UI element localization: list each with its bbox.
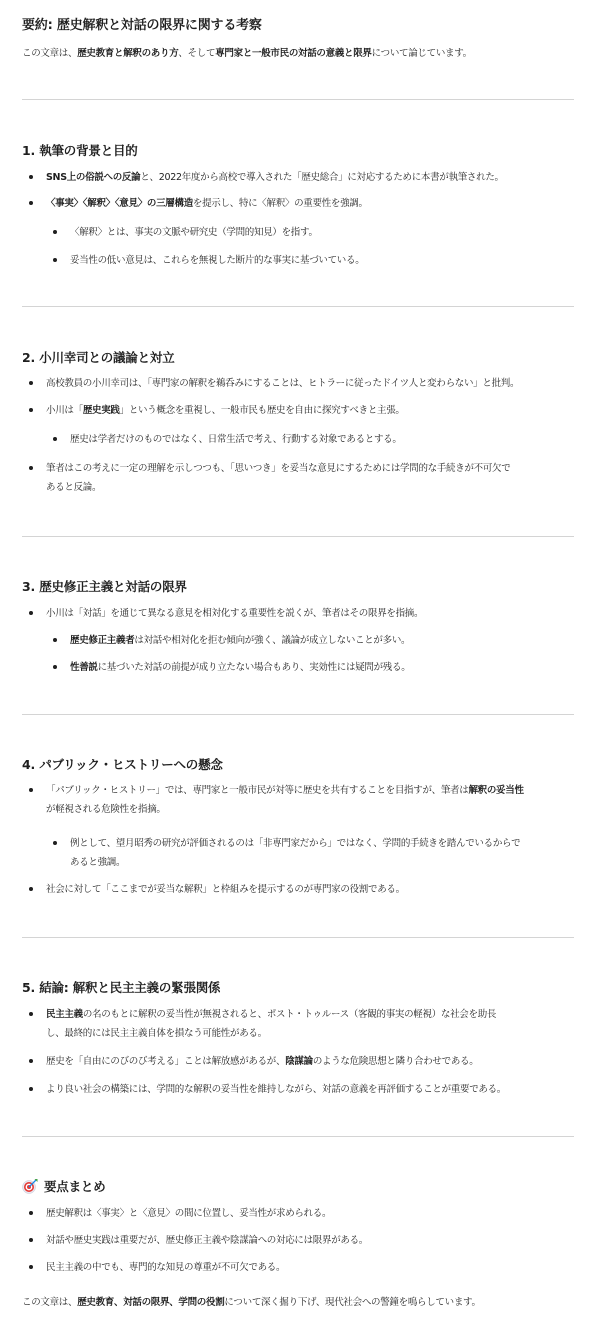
item-text: が軽視される危険性を指摘。 <box>46 804 166 815</box>
list-item <box>46 1052 574 1071</box>
divider <box>22 306 574 307</box>
item-text: は対話や相対化を拒む傾向が強く、議論が成立しないことが多い。 <box>134 635 411 646</box>
list-item <box>46 194 574 213</box>
item-text: 「パブリック・ヒストリー」では、専門家と一般市民が対等に歴史を共有することを目指すが、筆者は <box>46 785 469 796</box>
item-text: と、2022年度から高校で導入された「歴史総合」に対応するために本書が執筆された。 <box>140 172 504 183</box>
summary-heading <box>22 1177 106 1197</box>
intro-text: この文章は、 <box>22 48 78 59</box>
bold-text: 解釈の妥当性 <box>468 785 524 796</box>
list-item: 歴史は学者だけのものではなく、日常生活で考え、行動する対象であるとする。 <box>70 430 574 449</box>
bold-text: 民主主義 <box>46 1009 83 1020</box>
intro-text: 、そして <box>178 48 216 59</box>
divider <box>22 1136 574 1137</box>
intro-text: について論じています。 <box>371 48 472 59</box>
item-text: あると強調。 <box>70 857 126 868</box>
closing-text: この文章は、 <box>22 1297 78 1308</box>
list-item: 高校教員の小川幸司は、「専門家の解釈を鵜呑みにすることは、ヒトラーに従ったドイツ人と変わらない」と批判。 <box>46 374 574 393</box>
bold-text: 歴史修正主義者 <box>70 635 135 646</box>
list-item: 歴史解釈は〈事実〉と〈意見〉の間に位置し、妥当性が求められる。 <box>46 1204 574 1223</box>
list-item: 〈解釈〉とは、事実の文脈や研究史（学問的知見）を指す。 <box>70 223 574 242</box>
divider <box>22 99 574 100</box>
item-text: 例として、望月昭秀の研究が評価されるのは「非専門家だから」ではなく、学問的手続きを踏んでいるからで <box>70 838 521 849</box>
intro-paragraph <box>22 47 574 61</box>
intro-bold: 歴史教育と解釈のあり方 <box>77 48 179 59</box>
section-heading: 5. 結論: 解釈と民主主義の緊張関係 <box>22 980 221 995</box>
bold-text: 歴史実践 <box>82 405 120 416</box>
summary-title: 要点まとめ <box>44 1179 106 1194</box>
bold-text: 陰謀論 <box>285 1056 313 1067</box>
divider <box>22 714 574 715</box>
intro-bold: 専門家と一般市民の対話の意義と限界 <box>215 48 372 59</box>
item-text: し、最終的には民主主義自体を損なう可能性がある。 <box>46 1028 267 1039</box>
bold-text: SNS上の俗説への反論 <box>46 172 141 183</box>
item-text: に基づいた対話の前提が成り立たない場合もあり、実効性には疑問が残る。 <box>97 662 411 673</box>
item-text: 小川は「 <box>46 405 83 416</box>
list-item: 民主主義の中でも、専門的な知見の尊重が不可欠である。 <box>46 1258 574 1277</box>
item-text: を提示し、特に〈解釈〉の重要性を強調。 <box>192 198 368 209</box>
list-item <box>46 1005 574 1043</box>
list-item <box>46 401 574 420</box>
item-text: あると反論。 <box>46 482 102 493</box>
section-heading: 2. 小川幸司との議論と対立 <box>22 350 175 365</box>
list-item: 対話や歴史実践は重要だが、歴史修正主義や陰謀論への対応には限界がある。 <box>46 1231 574 1250</box>
page-title: 要約: 歴史解釈と対話の限界に関する考察 <box>22 18 262 33</box>
target-icon <box>22 1178 38 1197</box>
closing-bold: 歴史教育、対話の限界、学問の役割 <box>77 1297 225 1308</box>
section-heading: 3. 歴史修正主義と対話の限界 <box>22 579 187 594</box>
bold-text: 性善説 <box>70 662 98 673</box>
item-text: の名のもとに解釈の妥当性が無視されると、ポスト・トゥルース（客観的事実の軽視）な社会を助長 <box>82 1009 497 1020</box>
closing-paragraph <box>22 1296 574 1310</box>
list-item <box>46 168 574 187</box>
bold-text: 〈事実〉〈解釈〉〈意見〉の三層構造 <box>46 198 193 209</box>
item-text: 歴史を「自由にのびのび考える」ことは解放感があるが、 <box>46 1056 286 1067</box>
list-item: 社会に対して「ここまでが妥当な解釈」と枠組みを提示するのが専門家の役割である。 <box>46 880 574 899</box>
item-text: 」という概念を重視し、一般市民も歴史を自由に探究すべきと主張。 <box>119 405 405 416</box>
divider <box>22 937 574 938</box>
list-item <box>70 658 574 677</box>
section-heading: 4. パブリック・ヒストリーへの懸念 <box>22 757 223 772</box>
item-text: 筆者はこの考えに一定の理解を示しつつも、「思いつき」を妥当な意見にするためには学問的な手続きが不可欠で <box>46 463 511 474</box>
list-item: 小川は「対話」を通じて異なる意見を相対化する重要性を説くが、筆者はその限界を指摘。 <box>46 604 574 623</box>
list-item: 妥当性の低い意見は、これらを無視した断片的な事実に基づいている。 <box>70 251 574 270</box>
list-item <box>70 834 574 872</box>
list-item <box>46 459 574 497</box>
item-text: のような危険思想と隣り合わせである。 <box>312 1056 479 1067</box>
closing-text: について深く掘り下げ、現代社会への警鐘を鳴らしています。 <box>224 1297 481 1308</box>
section-heading: 1. 執筆の背景と目的 <box>22 143 138 158</box>
list-item <box>46 781 574 819</box>
list-item <box>70 631 574 650</box>
list-item: より良い社会の構築には、学問的な解釈の妥当性を維持しながら、対話の意義を再評価することが重要である。 <box>46 1080 574 1099</box>
divider <box>22 536 574 537</box>
